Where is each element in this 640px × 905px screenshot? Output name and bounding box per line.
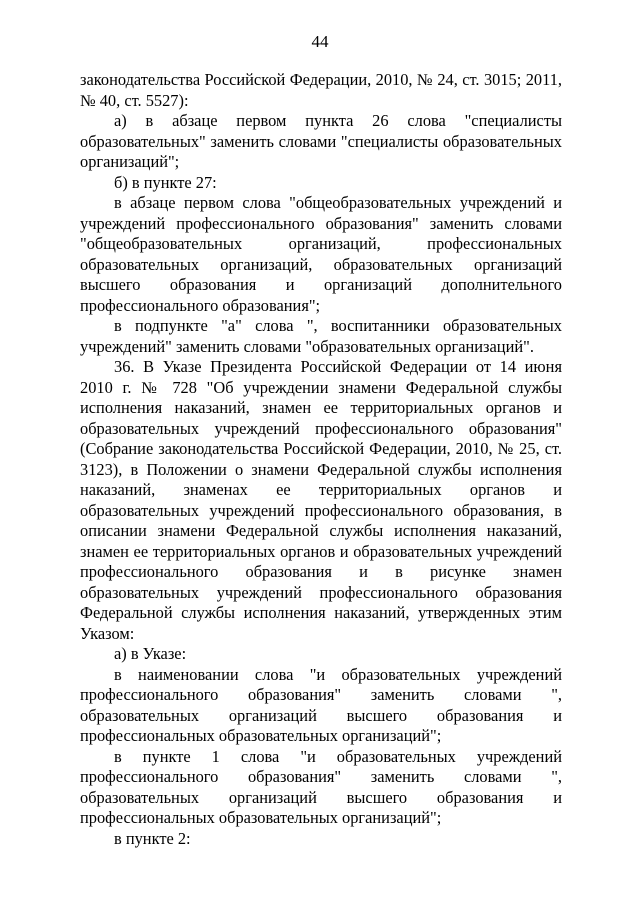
- paragraph-9: в пункте 1 слова "и образовательных учреждений профессионального образования" заменить словами ", образовательных организаций высшего образования и профессиональных образовательных организаций";: [80, 746, 562, 827]
- paragraph-3: б) в пункте 27:: [114, 172, 217, 192]
- paragraph-4: в абзаце первом слова "общеобразовательных учреждений и учреждений профессионального образования" заменить словами "общеобразовательных организаций, профессиональных образовательных организаций, образовательных организаций высшего образования и организаций дополнительного профессионального образования";: [80, 193, 562, 315]
- paragraph-2: а) в абзаце первом пункта 26 слова "специалисты образовательных" заменить словами "специалисты образовательных организаций";: [80, 111, 562, 171]
- paragraph-5: в подпункте "а" слова ", воспитанники образовательных учреждений" заменить словами "образовательных организаций".: [80, 316, 562, 356]
- document-body: [80, 70, 562, 849]
- paragraph-7: а) в Указе:: [114, 644, 187, 663]
- page-number: 44: [311, 32, 329, 51]
- paragraph-6: 36. В Указе Президента Российской Федерации от 14 июня 2010 г. № 728 "Об учреждении знамени Федеральной службы исполнения наказаний, знамен ее территориальных органов и образовательных учреждений профессионального образования" (Собрание законодательства Российской Федерации, 2010, № 25, ст. 3123), в Положении о знамени Федеральной службы исполнения наказаний, знаменах ее территориальных органов и образовательных учреждений профессионального образования, в описании знамени Федеральной службы исполнения наказаний, знамен ее территориальных органов и образовательных учреждений профессионального образования и в рисунке знамен образовательных учреждений профессионального образования Федеральной службы исполнения наказаний, утвержденных этим Указом:: [80, 357, 562, 643]
- paragraph-1: законодательства Российской Федерации, 2010, № 24, ст. 3015; 2011, № 40, ст. 5527):: [80, 70, 562, 110]
- paragraph-8: в наименовании слова "и образовательных учреждений профессионального образования" заменить словами ", образовательных организаций высшего образования и профессиональных образовательных организаций";: [80, 664, 562, 745]
- paragraph-10: в пункте 2:: [114, 828, 191, 848]
